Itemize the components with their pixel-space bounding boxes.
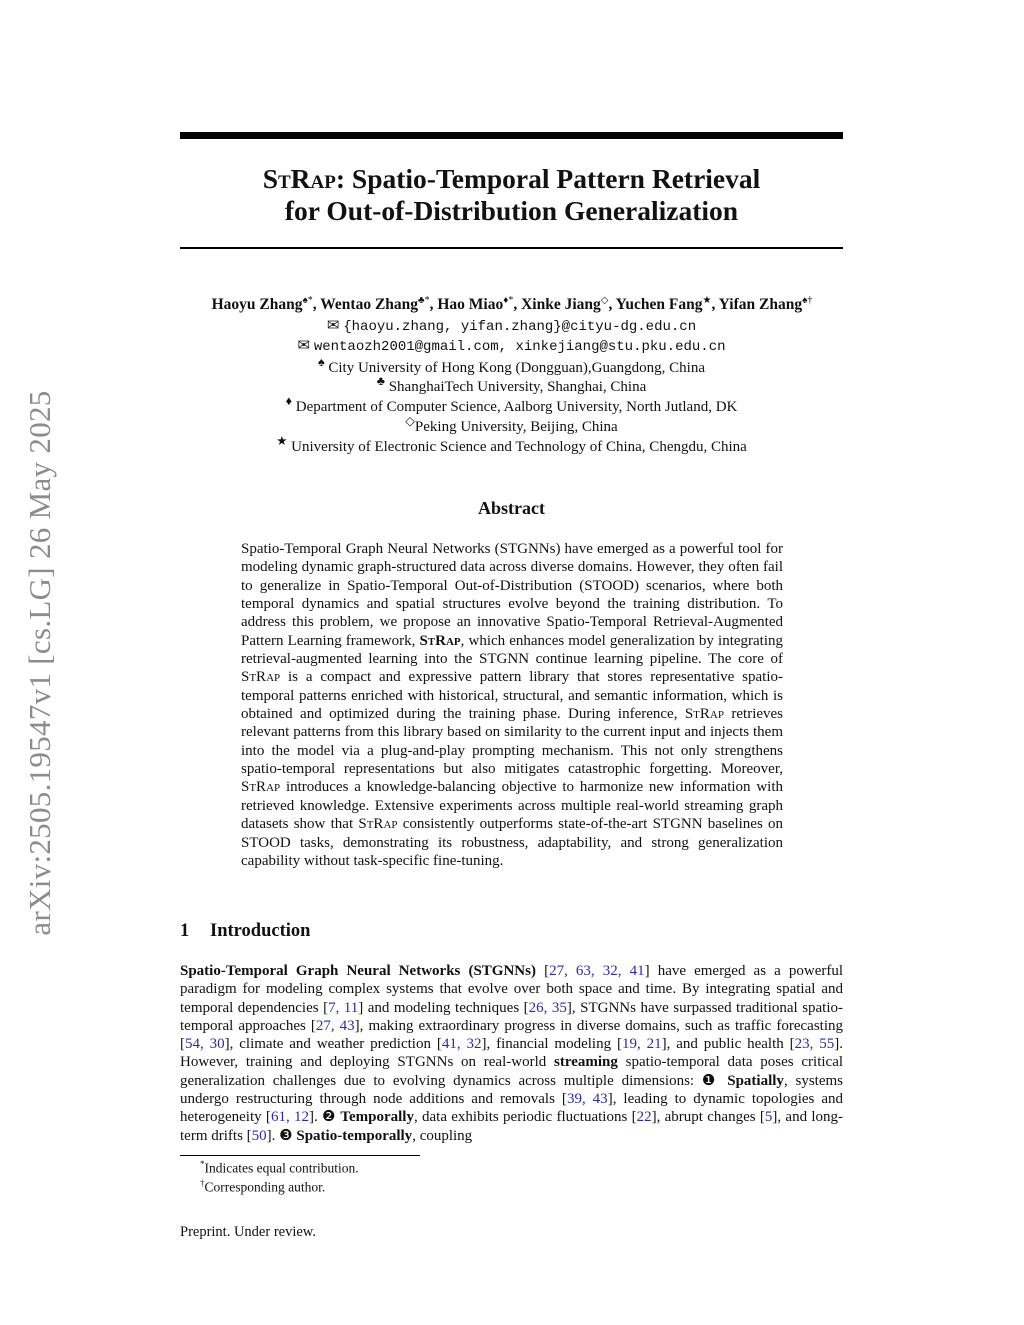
body-text: , and long-term drifts bbox=[180, 1109, 844, 1144]
section-heading bbox=[180, 921, 310, 942]
abstract-text: consistently outperforms state-of-the-art STGNN baselines on STOOD tasks, demonstrating its robustness, adaptability, and strong generalization capability without task-specific fine-tuning. bbox=[241, 816, 784, 869]
author-name: Haoyu Zhang bbox=[211, 296, 303, 314]
citation-link[interactable]: 54, 30 bbox=[185, 1036, 225, 1053]
affiliation-text: ShanghaiTech University, Shanghai, China bbox=[388, 379, 647, 395]
method-name: StRap bbox=[241, 669, 281, 686]
method-name: StRap bbox=[684, 706, 724, 723]
author-mark: ★ bbox=[702, 295, 712, 306]
method-name: StRap bbox=[262, 163, 336, 194]
method-name: StRap bbox=[358, 816, 398, 833]
affiliation-mark: ◇ bbox=[405, 414, 415, 428]
footnote bbox=[200, 1159, 359, 1177]
bold-term: Temporally bbox=[340, 1109, 414, 1126]
email-address[interactable]: wentaozh2001@gmail.com, xinkejiang@stu.pku.edu.cn bbox=[313, 339, 726, 355]
footnote bbox=[200, 1178, 325, 1196]
body-text: , data exhibits periodic fluctuations bbox=[413, 1109, 628, 1126]
affiliation-text: Department of Computer Science, Aalborg University, North Jutland, DK bbox=[295, 399, 738, 415]
affiliation-text: Peking University, Beijing, China bbox=[414, 419, 618, 435]
body-text: , abrupt changes bbox=[656, 1109, 756, 1126]
paper-title bbox=[180, 163, 843, 227]
citation-link[interactable]: 27, 63, 32, 41 bbox=[549, 963, 645, 979]
title-line-1: : Spatio-Temporal Pattern Retrieval bbox=[335, 163, 761, 194]
body-text: have emerged as a powerful paradigm for modeling complex systems that evolve over both space and time. By integrating spatial and temporal dependencies bbox=[180, 963, 844, 1016]
abstract-text: is a compact and expressive pattern library that stores representative spatio-temporal patterns enriched with historical, structural, and semantic information, which is obtained and optimized during the training phase. During inference, bbox=[241, 669, 784, 723]
body-text: . However, training and deploying STGNNs on real-world bbox=[180, 1036, 843, 1071]
footnote-rule bbox=[180, 1155, 420, 1156]
body-text: , systems undergo restructuring through node additions and removals bbox=[180, 1072, 844, 1108]
citation-link[interactable]: 41, 32 bbox=[441, 1036, 482, 1053]
body-text: , coupling bbox=[412, 1127, 473, 1144]
body-text: , and public health bbox=[666, 1036, 784, 1053]
email-line bbox=[180, 336, 843, 355]
citation-link[interactable]: 26, 35 bbox=[528, 999, 567, 1016]
citation-link[interactable]: 7, 11 bbox=[328, 999, 359, 1016]
framework-name: Spatio-Temporal Retrieval-Augmented Pattern Learning framework, bbox=[241, 614, 783, 649]
enum-marker: ❸ bbox=[279, 1127, 293, 1144]
abstract-text: Spatio-Temporal Graph Neural Networks (STGNNs) have emerged as a powerful tool for modeling dynamic graph-structured data across diverse domains. However, they often fail to generalize in Spatio-Temporal Out-of-Distribution (STOOD) scenarios, where both temporal dynamics and spatial structures evolve beyond the training distribution. To address this problem, we propose an innovative bbox=[241, 541, 783, 631]
affiliation-mark: ♦ bbox=[285, 394, 293, 408]
section-title: Introduction bbox=[210, 921, 311, 941]
body-text: , making extraordinary progress in diverse domains, such as traffic forecasting bbox=[359, 1017, 844, 1034]
citation-link[interactable]: 61, 12 bbox=[270, 1109, 309, 1126]
author-name: Yuchen Fang bbox=[615, 296, 703, 314]
mail-icon: ✉ bbox=[297, 338, 311, 354]
affiliation-text: University of Electronic Science and Technology of China, Chengdu, China bbox=[291, 439, 747, 455]
citation-link[interactable]: 27, 43 bbox=[315, 1017, 355, 1034]
footnote-text: Corresponding author. bbox=[204, 1179, 326, 1195]
affiliation-mark: ★ bbox=[276, 434, 288, 448]
abstract-heading: Abstract bbox=[478, 498, 545, 518]
body-text: and modeling techniques bbox=[367, 999, 520, 1016]
title-bottom-rule bbox=[180, 247, 843, 249]
method-name: StRap bbox=[241, 779, 281, 796]
body-text: spatio-temporal data poses critical generalization challenges due to evolving dynamics across multiple dimensions: bbox=[180, 1054, 844, 1089]
abstract-text: retrieves relevant patterns from this library based on similarity to the current input and injects them into the model via a plug-and-play prompting mechanism. This not only strengthens spatio-temporal representations but also mitigates catastrophic forgetting. Moreover, bbox=[241, 706, 784, 778]
footnote-text: Indicates equal contribution. bbox=[204, 1160, 359, 1176]
enum-marker: ❶ bbox=[701, 1072, 720, 1089]
body-text: , climate and weather prediction bbox=[229, 1036, 431, 1053]
body-text: , leading to dynamic topologies and heterogeneity bbox=[180, 1091, 844, 1126]
citation-link[interactable]: 23, 55 bbox=[794, 1036, 835, 1053]
affiliation-mark: ♠ bbox=[317, 355, 325, 369]
author-mark: ◇ bbox=[600, 295, 609, 306]
citation-link[interactable]: 39, 43 bbox=[566, 1091, 608, 1108]
bold-term: Spatio-temporally bbox=[296, 1127, 413, 1144]
enum-marker: ❷ bbox=[322, 1109, 337, 1126]
author-list: Haoyu Zhang♠*, Wentao Zhang♣*, Hao Miao♦*, Xinke Jiang◇, Yuchen Fang★, Yifan Zhang♠† bbox=[211, 295, 813, 314]
author-mark: ♦* bbox=[503, 295, 514, 306]
citation-link[interactable]: 50 bbox=[251, 1127, 267, 1144]
abstract-body bbox=[241, 540, 783, 870]
bold-term: Spatio-Temporal Graph Neural Networks (STGNNs) bbox=[180, 963, 536, 979]
title-top-rule bbox=[180, 132, 843, 139]
author-name: Wentao Zhang bbox=[320, 296, 419, 314]
bold-term: Spatially bbox=[727, 1072, 784, 1089]
email-line bbox=[180, 316, 843, 335]
mail-icon: ✉ bbox=[326, 318, 340, 334]
method-name: StRap bbox=[419, 632, 461, 649]
footnote-mark: * bbox=[200, 1159, 205, 1169]
section-number: 1 bbox=[180, 921, 190, 941]
intro-paragraph: Spatio-Temporal Graph Neural Networks (STGNNs) [27, 63, 32, 41] have emerged as a powerful paradigm for modeling complex systems that evolve over both space and time. By integrating spatial and temporal dependencies [7, 11] and modeling techniques [26, 35], STGNNs have surpassed traditional spatio-temporal approaches [27, 43], making extraordinary progress in diverse domains, such as traffic forecasting [54, 30], climate and weather prediction [41, 32], financial modeling [19, 21], and public health [23, 55]. However, training and deploying STGNNs on real-world streaming spatio-temporal data poses critical generalization challenges due to evolving dynamics across multiple dimensions: ❶ Spatially, systems undergo restructuring through node additions and removals [39, 43], leading to dynamic topologies and heterogeneity [61, 12]. ❷ Temporally, data exhibits periodic fluctuations [22], abrupt changes [5], and long-term drifts [50]. ❸ Spatio-temporally, coupling bbox=[180, 963, 844, 1144]
author-mark: ♠* bbox=[302, 295, 313, 306]
affiliation-mark: ♣ bbox=[376, 374, 385, 388]
citation-link[interactable]: 22 bbox=[636, 1109, 652, 1126]
author-mark: ♠† bbox=[802, 295, 813, 306]
body-text: , financial modeling bbox=[486, 1036, 612, 1053]
author-mark: ♣* bbox=[418, 295, 430, 306]
citation-link[interactable]: 5 bbox=[764, 1109, 773, 1126]
body-text: . bbox=[313, 1109, 318, 1126]
title-line-2: for Out-of-Distribution Generalization bbox=[284, 195, 739, 226]
arxiv-stamp bbox=[20, 368, 60, 958]
affiliation-text: City University of Hong Kong (Dongguan),Guangdong, China bbox=[328, 360, 706, 376]
preprint-note: Preprint. Under review. bbox=[180, 1224, 316, 1240]
author-name: Yifan Zhang bbox=[718, 296, 803, 314]
abstract-text: , which enhances model generalization by integrating retrieval-augmented learning into the STGNN continue learning pipeline. The core of bbox=[241, 632, 784, 668]
arxiv-identifier: arXiv:2505.19547v1 [cs.LG] 26 May 2025 bbox=[22, 390, 57, 936]
email-address[interactable]: {haoyu.zhang, yifan.zhang}@cityu-dg.edu.cn bbox=[343, 319, 697, 335]
affiliation bbox=[180, 433, 843, 456]
author-name: Hao Miao bbox=[437, 296, 504, 314]
body-text: , STGNNs have surpassed traditional spatio-temporal approaches bbox=[180, 999, 844, 1034]
citation-link[interactable]: 19, 21 bbox=[621, 1036, 662, 1053]
abstract-text: introduces a knowledge-balancing objective to harmonize new information with retrieved knowledge. Extensive experiments across multiple real-world streaming graph datasets show that bbox=[241, 779, 783, 833]
body-text: . bbox=[271, 1127, 276, 1144]
bold-term: streaming bbox=[554, 1054, 618, 1071]
affiliation bbox=[180, 374, 843, 396]
footnote-mark: † bbox=[200, 1178, 205, 1188]
author-name: Xinke Jiang bbox=[521, 296, 601, 314]
